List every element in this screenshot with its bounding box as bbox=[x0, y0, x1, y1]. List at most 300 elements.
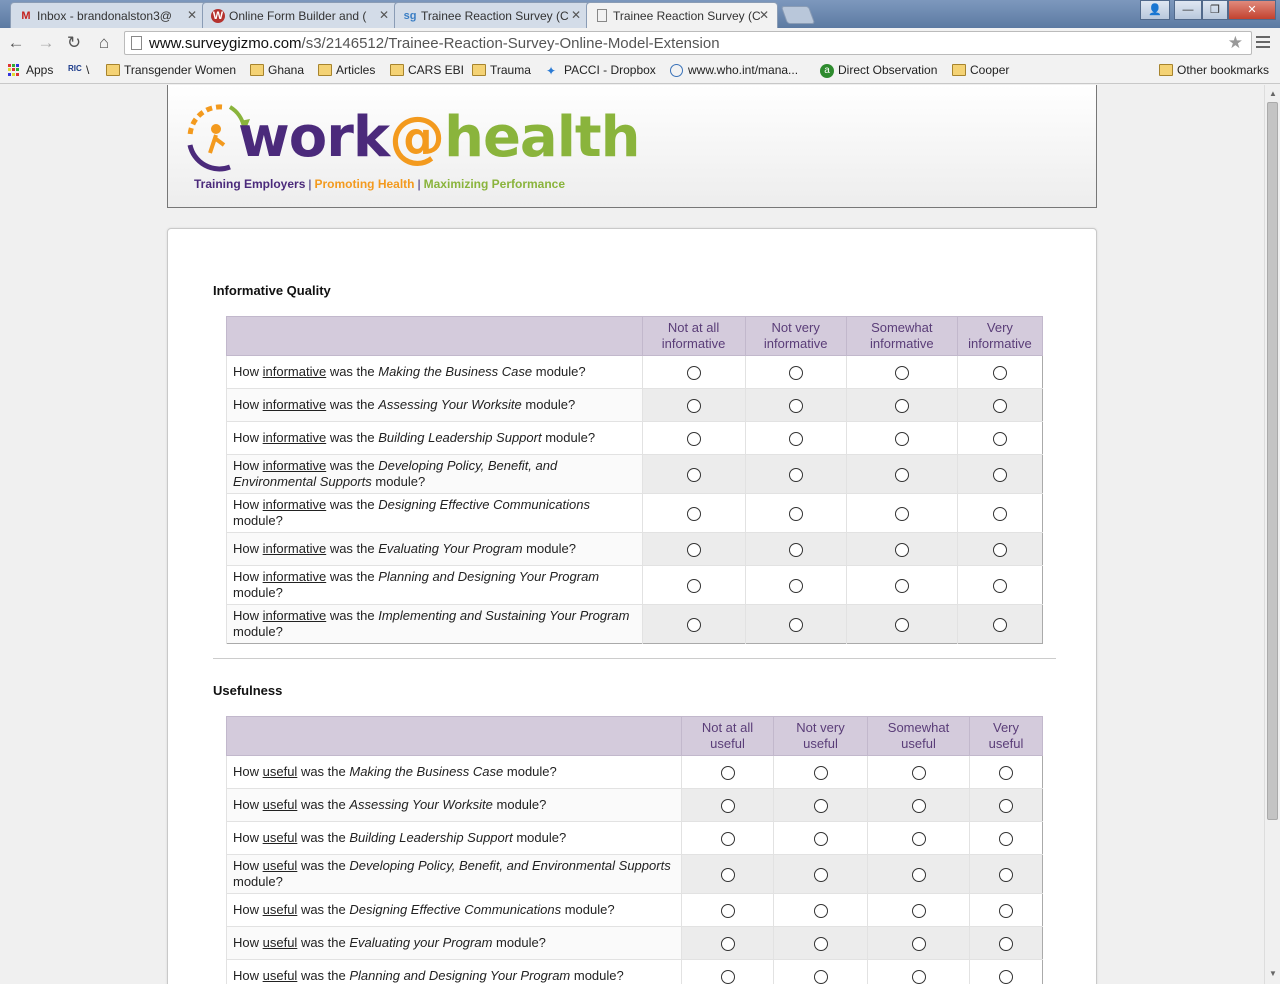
rating-cell[interactable] bbox=[868, 756, 970, 789]
table-row bbox=[227, 389, 1043, 422]
question-prefix: How bbox=[233, 764, 263, 779]
module-name: Assessing Your Worksite bbox=[378, 397, 522, 412]
bookmark-articles[interactable]: Articles bbox=[318, 63, 375, 77]
question-middle: was the bbox=[297, 797, 350, 812]
tab-gmail[interactable]: M Inbox - brandonalston3@ ✕ bbox=[10, 2, 206, 28]
question-middle: was the bbox=[297, 935, 350, 950]
table-row bbox=[227, 356, 1043, 389]
surveygizmo-icon: sg bbox=[403, 10, 417, 22]
question-prefix: How bbox=[233, 858, 263, 873]
section-divider bbox=[213, 658, 1056, 659]
bookmark-other[interactable]: Other bookmarks bbox=[1159, 63, 1269, 77]
page-viewport bbox=[0, 85, 1264, 984]
question-keyword: informative bbox=[262, 397, 327, 412]
question-keyword: useful bbox=[262, 858, 298, 873]
radio-button[interactable] bbox=[895, 507, 909, 521]
rating-cell[interactable] bbox=[970, 894, 1043, 927]
bookmark-cooper[interactable]: Cooper bbox=[952, 63, 1009, 77]
table-row bbox=[227, 960, 1043, 984]
module-name: Designing Effective Communications bbox=[349, 902, 562, 917]
table-row bbox=[227, 822, 1043, 855]
question-label bbox=[227, 855, 682, 894]
question-keyword: informative bbox=[262, 608, 327, 623]
rating-cell[interactable] bbox=[745, 566, 846, 605]
folder-icon bbox=[952, 64, 966, 76]
rating-cell[interactable] bbox=[682, 822, 774, 855]
rating-cell[interactable] bbox=[642, 605, 745, 644]
tab-surveygizmo[interactable]: sg Trainee Reaction Survey (C ✕ bbox=[394, 2, 590, 28]
question-prefix: How bbox=[233, 797, 263, 812]
question-prefix: How bbox=[233, 569, 263, 584]
module-name: Developing Policy, Benefit, and Environmental Supports bbox=[233, 458, 558, 489]
rating-cell[interactable] bbox=[774, 894, 868, 927]
scroll-up-icon[interactable]: ▲ bbox=[1269, 89, 1277, 98]
folder-icon bbox=[472, 64, 486, 76]
radio-button[interactable] bbox=[687, 507, 701, 521]
radio-button[interactable] bbox=[895, 366, 909, 380]
question-middle: was the bbox=[297, 858, 350, 873]
rating-cell[interactable] bbox=[868, 960, 970, 984]
radio-button[interactable] bbox=[721, 766, 735, 780]
direct-observation-icon: a bbox=[820, 64, 834, 78]
radio-button[interactable] bbox=[814, 832, 828, 846]
radio-button[interactable] bbox=[895, 399, 909, 413]
module-name: Building Leadership Support bbox=[349, 830, 513, 845]
question-suffix: module? bbox=[561, 902, 615, 917]
radio-button[interactable] bbox=[789, 507, 803, 521]
bookmark-pacci-dropbox[interactable]: ✦ PACCI - Dropbox bbox=[546, 63, 656, 78]
rating-cell[interactable] bbox=[642, 356, 745, 389]
question-middle: was the bbox=[297, 968, 350, 983]
rating-cell[interactable] bbox=[846, 455, 957, 494]
table-row bbox=[227, 455, 1043, 494]
gmail-icon: M bbox=[21, 10, 31, 22]
survey-header bbox=[167, 85, 1097, 208]
column-header: Not very useful bbox=[774, 717, 868, 756]
radio-button[interactable] bbox=[789, 399, 803, 413]
question-keyword: useful bbox=[262, 764, 298, 779]
module-name: Evaluating Your Program bbox=[378, 541, 523, 556]
tab-wufoo[interactable]: W Online Form Builder and ( ✕ bbox=[202, 2, 398, 28]
radio-button[interactable] bbox=[993, 399, 1007, 413]
url-text[interactable]: www.surveygizmo.com/s3/2146512/Trainee-Reaction-Survey-Online-Model-Extension bbox=[149, 35, 720, 52]
table-row bbox=[227, 422, 1043, 455]
rating-cell[interactable] bbox=[846, 566, 957, 605]
rating-cell[interactable] bbox=[957, 494, 1042, 533]
close-icon[interactable]: ✕ bbox=[186, 8, 197, 22]
rating-cell[interactable] bbox=[957, 566, 1042, 605]
rating-cell[interactable] bbox=[957, 455, 1042, 494]
question-keyword: informative bbox=[262, 458, 327, 473]
question-label bbox=[227, 494, 643, 533]
radio-button[interactable] bbox=[999, 799, 1013, 813]
new-tab-button[interactable] bbox=[781, 6, 816, 24]
rating-cell[interactable] bbox=[957, 422, 1042, 455]
radio-button[interactable] bbox=[687, 543, 701, 557]
radio-button[interactable] bbox=[999, 832, 1013, 846]
rating-cell[interactable] bbox=[846, 422, 957, 455]
question-middle: was the bbox=[326, 397, 379, 412]
rating-cell[interactable] bbox=[957, 605, 1042, 644]
reload-button[interactable]: ↻ bbox=[66, 33, 82, 52]
rating-cell[interactable] bbox=[868, 927, 970, 960]
rating-cell[interactable] bbox=[774, 960, 868, 984]
module-name: Making the Business Case bbox=[349, 764, 504, 779]
address-toolbar bbox=[0, 28, 1280, 58]
close-icon[interactable]: ✕ bbox=[758, 8, 769, 22]
vertical-scrollbar[interactable] bbox=[1264, 85, 1280, 984]
rating-cell[interactable] bbox=[970, 756, 1043, 789]
question-middle: was the bbox=[326, 458, 379, 473]
radio-button[interactable] bbox=[912, 766, 926, 780]
user-icon[interactable]: 👤 bbox=[1140, 0, 1170, 20]
question-keyword: informative bbox=[262, 569, 327, 584]
question-prefix: How bbox=[233, 541, 263, 556]
rating-cell[interactable] bbox=[745, 356, 846, 389]
question-keyword: useful bbox=[262, 797, 298, 812]
rating-cell[interactable] bbox=[970, 822, 1043, 855]
radio-button[interactable] bbox=[895, 579, 909, 593]
question-suffix: module? bbox=[503, 764, 557, 779]
rating-cell[interactable] bbox=[745, 605, 846, 644]
minimize-button[interactable]: — bbox=[1174, 0, 1202, 20]
table-row bbox=[227, 894, 1043, 927]
question-prefix: How bbox=[233, 902, 263, 917]
ric-icon: RIC bbox=[68, 64, 82, 73]
close-icon[interactable]: ✕ bbox=[570, 8, 581, 22]
radio-button[interactable] bbox=[789, 366, 803, 380]
question-prefix: How bbox=[233, 458, 263, 473]
radio-button[interactable] bbox=[999, 937, 1013, 951]
question-label bbox=[227, 533, 643, 566]
question-middle: was the bbox=[326, 569, 379, 584]
rating-cell[interactable] bbox=[774, 756, 868, 789]
table-row bbox=[227, 533, 1043, 566]
rating-cell[interactable] bbox=[642, 566, 745, 605]
rating-cell[interactable] bbox=[846, 356, 957, 389]
rating-cell[interactable] bbox=[642, 455, 745, 494]
question-label bbox=[227, 389, 643, 422]
scroll-down-icon[interactable]: ▼ bbox=[1269, 969, 1277, 978]
radio-button[interactable] bbox=[993, 432, 1007, 446]
radio-button[interactable] bbox=[687, 399, 701, 413]
question-label bbox=[227, 356, 643, 389]
apps-icon bbox=[8, 64, 22, 76]
module-name: Planning and Designing Your Program bbox=[349, 968, 571, 983]
radio-button[interactable] bbox=[687, 579, 701, 593]
question-label bbox=[227, 960, 682, 984]
radio-button[interactable] bbox=[895, 468, 909, 482]
radio-button[interactable] bbox=[789, 618, 803, 632]
radio-button[interactable] bbox=[814, 904, 828, 918]
column-header: Very useful bbox=[970, 717, 1043, 756]
wufoo-icon: W bbox=[212, 10, 224, 22]
rating-cell[interactable] bbox=[957, 356, 1042, 389]
question-suffix: module? bbox=[570, 968, 624, 983]
radio-button[interactable] bbox=[895, 432, 909, 446]
question-suffix: module? bbox=[233, 513, 283, 528]
module-name: Implementing and Sustaining Your Program bbox=[378, 608, 630, 623]
table-row bbox=[227, 927, 1043, 960]
radio-button[interactable] bbox=[895, 543, 909, 557]
rating-cell[interactable] bbox=[868, 894, 970, 927]
column-header: Somewhat useful bbox=[868, 717, 970, 756]
menu-icon[interactable] bbox=[1256, 36, 1270, 50]
radio-button[interactable] bbox=[814, 868, 828, 882]
question-middle: was the bbox=[297, 902, 350, 917]
radio-button[interactable] bbox=[912, 970, 926, 984]
bookmark-direct-observation[interactable]: a Direct Observation bbox=[820, 63, 937, 77]
question-prefix: How bbox=[233, 935, 263, 950]
radio-button[interactable] bbox=[721, 904, 735, 918]
question-keyword: informative bbox=[262, 541, 327, 556]
informative-quality-grid bbox=[226, 316, 1043, 644]
question-label bbox=[227, 605, 643, 644]
rating-cell[interactable] bbox=[745, 494, 846, 533]
tab-strip bbox=[0, 0, 1280, 28]
radio-button[interactable] bbox=[999, 970, 1013, 984]
question-middle: was the bbox=[326, 430, 379, 445]
radio-button[interactable] bbox=[814, 937, 828, 951]
question-suffix: module? bbox=[521, 397, 576, 412]
close-icon[interactable]: ✕ bbox=[378, 8, 389, 22]
column-header: Not at all useful bbox=[682, 717, 774, 756]
rating-cell[interactable] bbox=[745, 455, 846, 494]
rating-cell[interactable] bbox=[745, 533, 846, 566]
table-row bbox=[227, 494, 1043, 533]
bookmark-trauma[interactable]: Trauma bbox=[472, 63, 531, 77]
column-header: Not at all informative bbox=[642, 317, 745, 356]
radio-button[interactable] bbox=[721, 832, 735, 846]
bookmark-transgender-women[interactable]: Transgender Women bbox=[106, 63, 236, 77]
question-middle: was the bbox=[326, 541, 379, 556]
radio-button[interactable] bbox=[721, 799, 735, 813]
question-prefix: How bbox=[233, 830, 263, 845]
rating-cell[interactable] bbox=[970, 960, 1043, 984]
question-prefix: How bbox=[233, 430, 263, 445]
folder-icon bbox=[1159, 64, 1173, 76]
question-suffix: module? bbox=[532, 364, 586, 379]
rating-cell[interactable] bbox=[682, 960, 774, 984]
folder-icon bbox=[390, 64, 404, 76]
radio-button[interactable] bbox=[993, 579, 1007, 593]
radio-button[interactable] bbox=[789, 432, 803, 446]
folder-icon bbox=[106, 64, 120, 76]
address-bar[interactable] bbox=[124, 31, 1252, 55]
question-label bbox=[227, 566, 643, 605]
rating-cell[interactable] bbox=[846, 605, 957, 644]
rating-cell[interactable] bbox=[682, 789, 774, 822]
rating-cell[interactable] bbox=[745, 389, 846, 422]
question-keyword: informative bbox=[262, 364, 327, 379]
radio-button[interactable] bbox=[999, 868, 1013, 882]
bookmark-ric[interactable]: RIC \ bbox=[68, 63, 90, 77]
page-icon bbox=[131, 36, 142, 50]
question-prefix: How bbox=[233, 397, 263, 412]
rating-cell[interactable] bbox=[682, 927, 774, 960]
radio-button[interactable] bbox=[993, 366, 1007, 380]
rating-cell[interactable] bbox=[970, 789, 1043, 822]
rating-cell[interactable] bbox=[868, 789, 970, 822]
rating-cell[interactable] bbox=[642, 422, 745, 455]
section-title-informative: Informative Quality bbox=[213, 283, 331, 298]
radio-button[interactable] bbox=[721, 868, 735, 882]
rating-cell[interactable] bbox=[745, 422, 846, 455]
module-name: Assessing Your Worksite bbox=[349, 797, 493, 812]
question-suffix: module? bbox=[233, 624, 283, 639]
module-name: Evaluating your Program bbox=[349, 935, 493, 950]
question-middle: was the bbox=[326, 608, 379, 623]
rating-cell[interactable] bbox=[682, 894, 774, 927]
globe-icon bbox=[670, 64, 683, 77]
question-label bbox=[227, 422, 643, 455]
question-suffix: module? bbox=[233, 874, 283, 889]
rating-cell[interactable] bbox=[868, 855, 970, 894]
radio-button[interactable] bbox=[814, 799, 828, 813]
radio-button[interactable] bbox=[687, 468, 701, 482]
question-prefix: How bbox=[233, 364, 263, 379]
bookmark-ghana[interactable]: Ghana bbox=[250, 63, 304, 77]
work-at-health-logo bbox=[182, 97, 640, 197]
radio-button[interactable] bbox=[814, 766, 828, 780]
bookmark-apps[interactable]: Apps bbox=[8, 63, 53, 77]
radio-button[interactable] bbox=[993, 468, 1007, 482]
radio-button[interactable] bbox=[789, 543, 803, 557]
module-name: Making the Business Case bbox=[378, 364, 533, 379]
radio-button[interactable] bbox=[721, 970, 735, 984]
radio-button[interactable] bbox=[993, 618, 1007, 632]
module-name: Developing Policy, Benefit, and Environmental Supports bbox=[349, 858, 671, 873]
rating-cell[interactable] bbox=[682, 756, 774, 789]
question-keyword: useful bbox=[262, 968, 298, 983]
question-suffix: module? bbox=[492, 935, 546, 950]
back-button[interactable]: ← bbox=[7, 33, 25, 52]
module-name: Planning and Designing Your Program bbox=[378, 569, 600, 584]
radio-button[interactable] bbox=[999, 766, 1013, 780]
scrollbar-thumb[interactable] bbox=[1267, 102, 1278, 820]
radio-button[interactable] bbox=[687, 618, 701, 632]
radio-button[interactable] bbox=[912, 799, 926, 813]
question-column-header bbox=[227, 717, 682, 756]
rating-cell[interactable] bbox=[846, 389, 957, 422]
radio-button[interactable] bbox=[814, 970, 828, 984]
radio-button[interactable] bbox=[993, 543, 1007, 557]
rating-cell[interactable] bbox=[957, 389, 1042, 422]
rating-cell[interactable] bbox=[774, 927, 868, 960]
question-column-header bbox=[227, 317, 643, 356]
rating-cell[interactable] bbox=[774, 822, 868, 855]
tab-active-survey[interactable]: Trainee Reaction Survey (C ✕ bbox=[586, 2, 778, 28]
radio-button[interactable] bbox=[789, 579, 803, 593]
column-header: Somewhat informative bbox=[846, 317, 957, 356]
folder-icon bbox=[318, 64, 332, 76]
radio-button[interactable] bbox=[789, 468, 803, 482]
question-label bbox=[227, 822, 682, 855]
table-row bbox=[227, 566, 1043, 605]
question-label bbox=[227, 927, 682, 960]
question-label bbox=[227, 789, 682, 822]
column-header: Very informative bbox=[957, 317, 1042, 356]
question-label bbox=[227, 455, 643, 494]
logo-wordmark: work@health bbox=[238, 105, 640, 170]
radio-button[interactable] bbox=[999, 904, 1013, 918]
bookmark-star-icon[interactable]: ★ bbox=[1227, 33, 1243, 52]
radio-button[interactable] bbox=[895, 618, 909, 632]
rating-cell[interactable] bbox=[957, 533, 1042, 566]
bookmark-who[interactable]: www.who.int/mana... bbox=[670, 63, 798, 77]
question-keyword: useful bbox=[262, 902, 298, 917]
rating-cell[interactable] bbox=[868, 822, 970, 855]
bookmark-cars-ebi[interactable]: CARS EBI bbox=[390, 63, 464, 77]
question-suffix: module? bbox=[512, 830, 567, 845]
page-icon bbox=[597, 9, 607, 22]
home-button[interactable]: ⌂ bbox=[98, 33, 110, 52]
module-name: Designing Effective Communications bbox=[378, 497, 590, 512]
rating-cell[interactable] bbox=[970, 855, 1043, 894]
question-keyword: useful bbox=[262, 935, 298, 950]
table-row bbox=[227, 756, 1043, 789]
question-keyword: informative bbox=[262, 430, 327, 445]
question-suffix: module? bbox=[541, 430, 596, 445]
usefulness-grid bbox=[226, 716, 1043, 984]
radio-button[interactable] bbox=[912, 904, 926, 918]
radio-button[interactable] bbox=[687, 432, 701, 446]
question-suffix: module? bbox=[522, 541, 577, 556]
question-suffix: module? bbox=[233, 585, 283, 600]
rating-cell[interactable] bbox=[774, 789, 868, 822]
bookmarks-bar bbox=[0, 58, 1280, 84]
table-row bbox=[227, 789, 1043, 822]
question-middle: was the bbox=[326, 497, 379, 512]
question-prefix: How bbox=[233, 497, 263, 512]
logo-tagline: Training Employers | Promoting Health | Maximizing Performance bbox=[194, 177, 566, 191]
question-suffix: module? bbox=[371, 474, 426, 489]
question-prefix: How bbox=[233, 968, 263, 983]
rating-cell[interactable] bbox=[774, 855, 868, 894]
rating-cell[interactable] bbox=[846, 494, 957, 533]
rating-cell[interactable] bbox=[642, 494, 745, 533]
radio-button[interactable] bbox=[993, 507, 1007, 521]
table-row bbox=[227, 605, 1043, 644]
restore-button[interactable]: ❐ bbox=[1202, 0, 1228, 20]
question-middle: was the bbox=[297, 764, 350, 779]
question-suffix: module? bbox=[492, 797, 547, 812]
radio-button[interactable] bbox=[912, 832, 926, 846]
question-middle: was the bbox=[326, 364, 379, 379]
section-title-usefulness: Usefulness bbox=[213, 683, 283, 698]
question-prefix: How bbox=[233, 608, 263, 623]
column-header: Not very informative bbox=[745, 317, 846, 356]
survey-card bbox=[167, 228, 1097, 984]
rating-cell[interactable] bbox=[846, 533, 957, 566]
radio-button[interactable] bbox=[721, 937, 735, 951]
module-name: Building Leadership Support bbox=[378, 430, 542, 445]
folder-icon bbox=[250, 64, 264, 76]
radio-button[interactable] bbox=[687, 366, 701, 380]
question-label bbox=[227, 894, 682, 927]
rating-cell[interactable] bbox=[682, 855, 774, 894]
rating-cell[interactable] bbox=[642, 389, 745, 422]
dropbox-icon: ✦ bbox=[546, 64, 557, 78]
question-middle: was the bbox=[297, 830, 350, 845]
radio-button[interactable] bbox=[912, 937, 926, 951]
rating-cell[interactable] bbox=[970, 927, 1043, 960]
close-window-button[interactable]: ✕ bbox=[1228, 0, 1276, 20]
rating-cell[interactable] bbox=[642, 533, 745, 566]
forward-button[interactable]: → bbox=[37, 33, 55, 52]
question-keyword: useful bbox=[262, 830, 298, 845]
radio-button[interactable] bbox=[912, 868, 926, 882]
